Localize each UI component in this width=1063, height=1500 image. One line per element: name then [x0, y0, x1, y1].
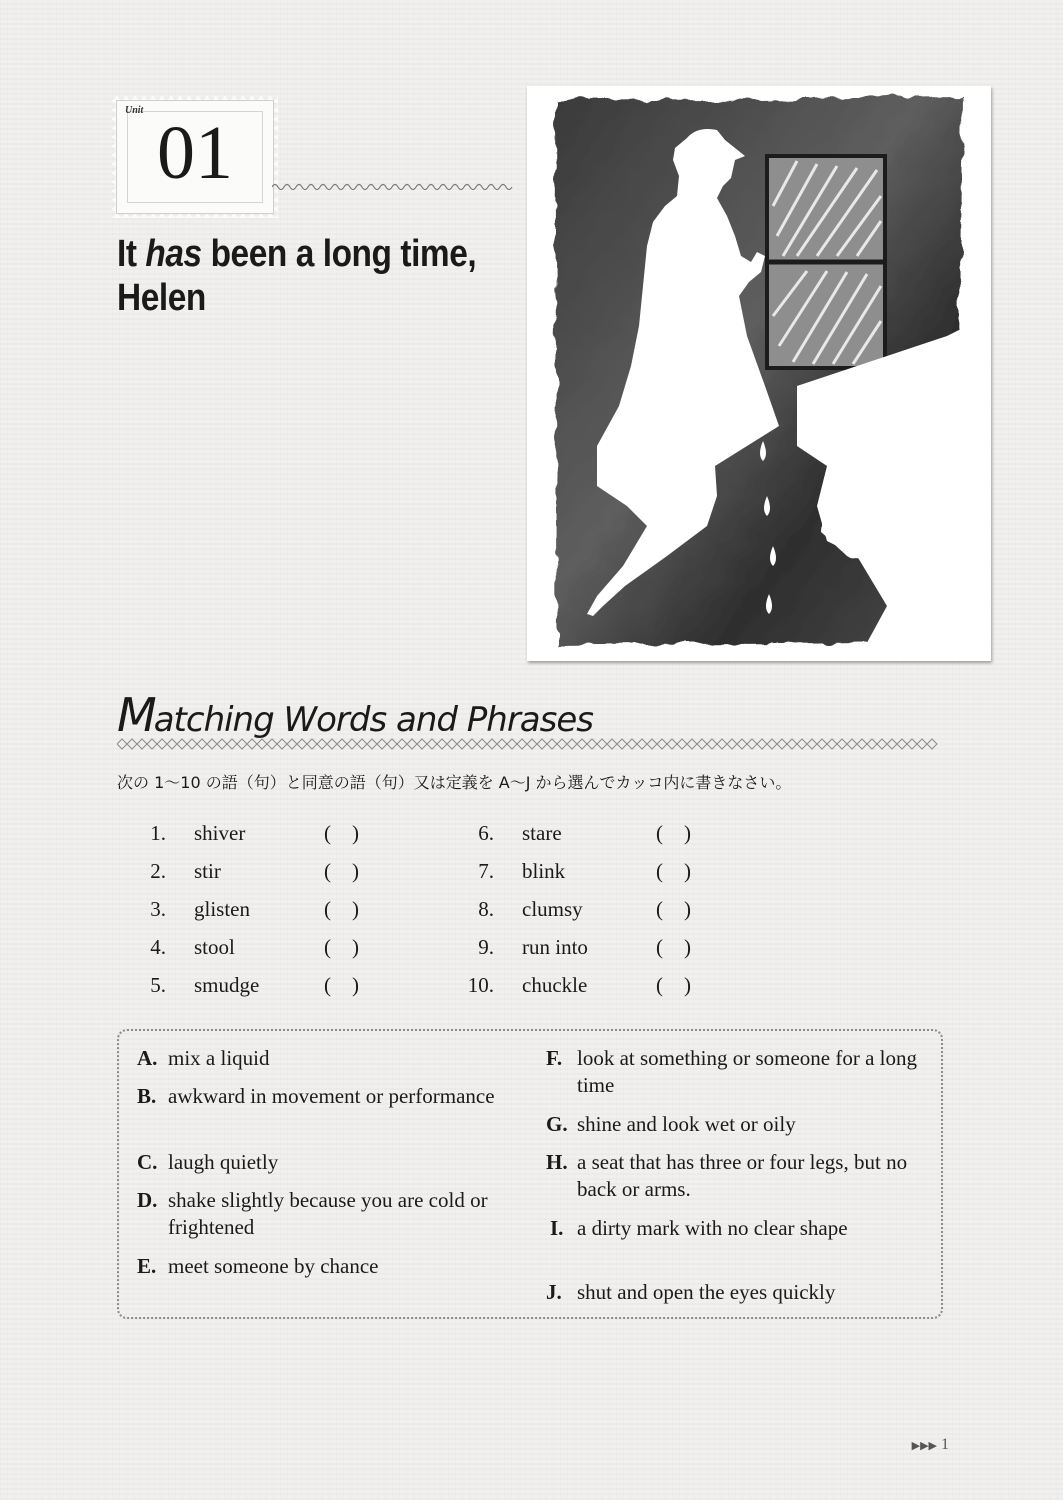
diamond-mark: [207, 739, 217, 749]
word-item: [446, 970, 746, 1000]
diamond-mark: [727, 739, 737, 749]
definition-text: a seat that has three or four legs, but no back or arms.: [577, 1150, 908, 1201]
word-number: 4.: [150, 935, 166, 959]
diamond-mark: [127, 739, 137, 749]
definition-text: meet someone by chance: [168, 1254, 379, 1278]
answer-blank[interactable]: ( ): [324, 859, 359, 883]
diamond-mark: [687, 739, 697, 749]
definition-text: look at something or someone for a long time: [577, 1046, 918, 1097]
diamond-mark: [347, 739, 357, 749]
title-line-2: Helen: [117, 277, 206, 319]
title-part-1: It: [117, 233, 146, 275]
answer-blank[interactable]: ( ): [656, 973, 691, 997]
word-item: [118, 856, 418, 886]
diamond-mark: [307, 739, 317, 749]
word-number: 2.: [150, 859, 166, 883]
diamond-mark: [817, 739, 827, 749]
diamond-mark: [587, 739, 597, 749]
word-item: [446, 932, 746, 962]
definition-text: awkward in movement or performance: [168, 1084, 495, 1108]
diamond-mark: [187, 739, 197, 749]
definition-letter: G.: [546, 1112, 568, 1136]
diamond-mark: [177, 739, 187, 749]
word-number: 10.: [467, 973, 494, 997]
diamond-mark: [567, 739, 577, 749]
diamond-mark: [277, 739, 287, 749]
diamond-mark: [707, 739, 717, 749]
diamond-mark: [527, 739, 537, 749]
answer-blank[interactable]: ( ): [656, 859, 691, 883]
definition-letter: A.: [137, 1046, 158, 1070]
answer-blank[interactable]: ( ): [656, 821, 691, 845]
word-text: run into: [522, 935, 588, 959]
word-number: 5.: [150, 973, 166, 997]
diamond-mark: [477, 739, 487, 749]
unit-title: [117, 232, 487, 320]
diamond-mark: [827, 739, 837, 749]
word-text: clumsy: [522, 897, 583, 921]
word-text: stool: [194, 935, 235, 959]
definition-letter: H.: [546, 1150, 568, 1174]
unit-label: Unit: [125, 105, 144, 116]
definitions-box: [117, 1029, 943, 1319]
page-footer: [912, 1436, 949, 1454]
instructions: 次の 1〜10 の語（句）と同意の語（句）又は定義を A〜J から選んでカッコ内に書きなさい。: [117, 773, 792, 792]
answer-blank[interactable]: ( ): [324, 821, 359, 845]
word-text: stare: [522, 821, 562, 845]
diamond-mark: [257, 739, 267, 749]
diamond-mark: [757, 739, 767, 749]
definition-text: laugh quietly: [168, 1150, 279, 1174]
definition-text: shine and look wet or oily: [577, 1112, 796, 1136]
title-emphasis: has: [145, 233, 202, 275]
word-item: [446, 894, 746, 924]
answer-blank[interactable]: ( ): [656, 935, 691, 959]
word-text: stir: [194, 859, 221, 883]
wavy-path: [272, 185, 512, 190]
diamond-mark: [847, 739, 857, 749]
diamond-mark: [317, 739, 327, 749]
diamond-mark: [387, 739, 397, 749]
diamond-mark: [397, 739, 407, 749]
word-number: 8.: [478, 897, 494, 921]
diamond-mark: [627, 739, 637, 749]
diamond-mark: [737, 739, 747, 749]
diamond-mark: [197, 739, 207, 749]
diamond-mark: [167, 739, 177, 749]
word-text: shiver: [194, 821, 246, 845]
definition-letter: J.: [546, 1280, 562, 1304]
word-item: [118, 970, 418, 1000]
diamond-mark: [417, 739, 427, 749]
diamond-mark: [467, 739, 477, 749]
definition-letter: B.: [137, 1084, 157, 1108]
word-text: blink: [522, 859, 566, 883]
diamond-mark: [507, 739, 517, 749]
word-item: [118, 932, 418, 962]
diamond-rule: [117, 737, 945, 751]
diamond-mark: [137, 739, 147, 749]
word-number: 6.: [478, 821, 494, 845]
diamond-mark: [447, 739, 457, 749]
page-number: 1: [941, 1436, 949, 1453]
diamond-mark: [927, 739, 937, 749]
diamond-mark: [597, 739, 607, 749]
answer-blank[interactable]: ( ): [656, 897, 691, 921]
diamond-mark: [887, 739, 897, 749]
word-item: [446, 818, 746, 848]
diamond-mark: [237, 739, 247, 749]
definition-letter: C.: [137, 1150, 158, 1174]
answer-blank[interactable]: ( ): [324, 973, 359, 997]
diamond-mark: [157, 739, 167, 749]
diamond-mark: [267, 739, 277, 749]
diamond-mark: [407, 739, 417, 749]
diamond-mark: [147, 739, 157, 749]
diamond-mark: [557, 739, 567, 749]
diamond-mark: [437, 739, 447, 749]
diamond-mark: [747, 739, 757, 749]
answer-blank[interactable]: ( ): [324, 935, 359, 959]
word-number: 7.: [478, 859, 494, 883]
diamond-mark: [607, 739, 617, 749]
unit-number: 01: [157, 111, 233, 195]
unit-stamp: [117, 101, 273, 213]
word-text: chuckle: [522, 973, 588, 997]
word-item: [118, 894, 418, 924]
heading-initial: M: [117, 688, 154, 742]
diamond-mark: [247, 739, 257, 749]
diamond-mark: [667, 739, 677, 749]
definition-text: shake slightly because you are cold or frightened: [168, 1188, 488, 1239]
diamond-mark: [787, 739, 797, 749]
word-text: glisten: [194, 897, 250, 921]
word-number: 3.: [150, 897, 166, 921]
diamond-mark: [337, 739, 347, 749]
diamond-mark: [327, 739, 337, 749]
word-number: 9.: [478, 935, 494, 959]
diamond-mark: [617, 739, 627, 749]
definition-text: mix a liquid: [168, 1046, 270, 1070]
word-item: [446, 856, 746, 886]
diamond-mark: [877, 739, 887, 749]
diamond-mark: [777, 739, 787, 749]
diamond-mark: [297, 739, 307, 749]
definition-letter: D.: [137, 1188, 158, 1212]
diamond-mark: [867, 739, 877, 749]
word-text: smudge: [194, 973, 260, 997]
diamond-mark: [537, 739, 547, 749]
answer-blank[interactable]: ( ): [324, 897, 359, 921]
diamond-mark: [807, 739, 817, 749]
word-number: 1.: [150, 821, 166, 845]
diamond-mark: [287, 739, 297, 749]
diamond-mark: [637, 739, 647, 749]
diamond-mark: [217, 739, 227, 749]
diamond-mark: [837, 739, 847, 749]
diamond-mark: [227, 739, 237, 749]
diamond-mark: [717, 739, 727, 749]
diamond-mark: [427, 739, 437, 749]
diamond-mark: [767, 739, 777, 749]
diamond-mark: [117, 739, 127, 749]
heading-rest: atching Words and Phrases: [153, 700, 593, 740]
definition-letter: F.: [546, 1046, 563, 1070]
diamond-mark: [907, 739, 917, 749]
title-line-1: [117, 232, 487, 276]
definition-text: a dirty mark with no clear shape: [577, 1216, 848, 1240]
illustration-frame: [527, 86, 991, 661]
diamond-mark: [497, 739, 507, 749]
diamond-mark: [457, 739, 467, 749]
diamond-mark: [357, 739, 367, 749]
diamond-mark: [677, 739, 687, 749]
diamond-mark: [487, 739, 497, 749]
definition-text: shut and open the eyes quickly: [577, 1280, 836, 1304]
section-heading: [117, 688, 593, 742]
title-part-2: been a long time,: [201, 233, 477, 275]
diamond-mark: [657, 739, 667, 749]
diamond-mark: [367, 739, 377, 749]
woman-silhouette-illustration: [527, 86, 991, 661]
word-item: [118, 818, 418, 848]
definition-letter: I.: [550, 1216, 564, 1240]
diamond-mark: [797, 739, 807, 749]
diamond-mark: [857, 739, 867, 749]
diamond-mark: [697, 739, 707, 749]
diamond-mark: [897, 739, 907, 749]
diamond-mark: [517, 739, 527, 749]
diamond-mark: [547, 739, 557, 749]
diamond-mark: [647, 739, 657, 749]
diamond-mark: [577, 739, 587, 749]
diamond-mark: [377, 739, 387, 749]
diamond-mark: [917, 739, 927, 749]
page-arrows-icon: ▶▶▶: [911, 1440, 937, 1452]
wavy-divider: [272, 180, 514, 194]
definition-letter: E.: [137, 1254, 157, 1278]
